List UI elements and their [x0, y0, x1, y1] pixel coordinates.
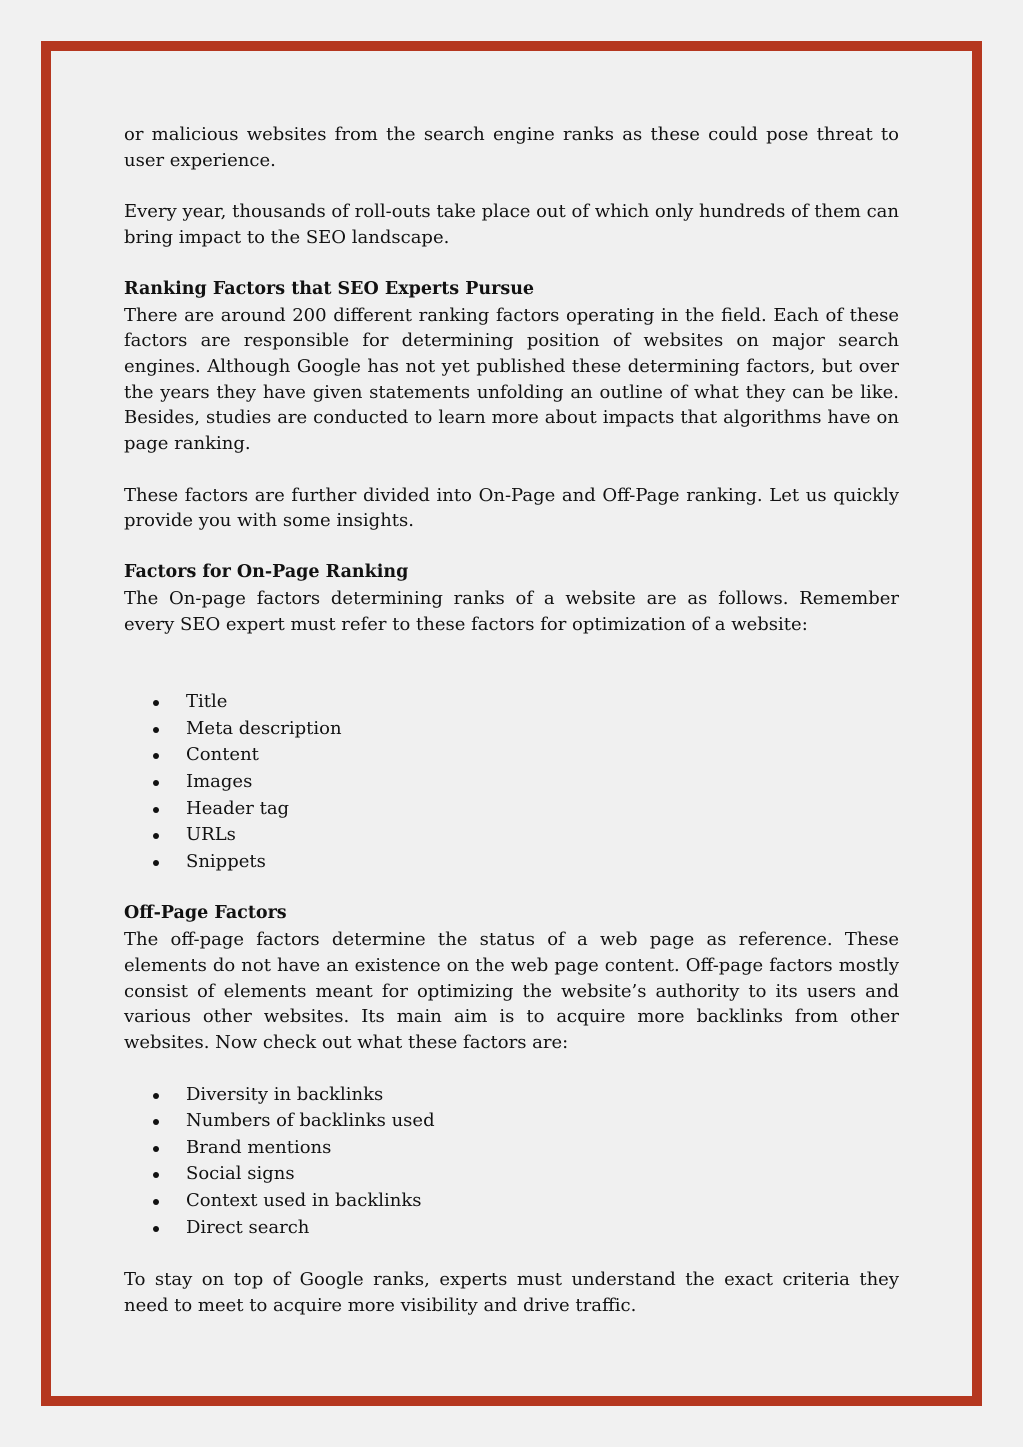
list-item — [124, 742, 899, 769]
list-item-label: Title — [186, 691, 228, 713]
list-item — [124, 1108, 899, 1135]
bullet-icon — [153, 1119, 159, 1125]
list-item-label: Images — [186, 771, 253, 793]
list-item-label: Snippets — [186, 850, 266, 872]
intro-paragraph-1: or malicious websites from the search engine ranks as these could pose threat to user experience. — [124, 124, 899, 171]
bullet-icon — [153, 1093, 159, 1099]
intro-paragraph-2: Every year, thousands of roll-outs take place out of which only hundreds of them can bring impact to the SEO landscape. — [124, 201, 899, 249]
bullet-icon — [153, 727, 159, 733]
list-item — [124, 1082, 899, 1109]
list-item — [124, 1161, 899, 1188]
list-item-label: Content — [186, 744, 259, 766]
bullet-icon — [153, 700, 159, 706]
on-page-paragraph: The On-page factors determining ranks of a website are as follows. Remember every SEO expert must refer to these factors for optimization of a website: — [124, 587, 899, 635]
list-item — [124, 849, 899, 876]
bullet-icon — [153, 1226, 159, 1232]
document-content — [124, 122, 899, 1319]
bullet-icon — [153, 807, 159, 813]
list-item — [124, 1188, 899, 1215]
on-page-factor-list — [124, 689, 899, 875]
list-item — [124, 1215, 899, 1242]
bullet-icon — [153, 833, 159, 839]
list-item — [124, 769, 899, 796]
list-item-label: Header tag — [186, 797, 290, 819]
list-item-label: Brand mentions — [186, 1136, 332, 1158]
list-item-label: Direct search — [186, 1216, 310, 1238]
ranking-factors-paragraph: There are around 200 different ranking factors operating in the field. Each of these factors are responsible for determining position of websites on major search engines. Although Google has not yet published these determining factors, but over the years they have given statements unfolding an outline of what they can be like. Besides, studies are conducted to learn more about impacts that algorithms have on page ranking. — [124, 304, 899, 455]
bullet-icon — [153, 753, 159, 759]
list-item-label: Context used in backlinks — [186, 1190, 422, 1211]
list-item-label: URLs — [186, 824, 236, 846]
bullet-icon — [153, 780, 159, 786]
off-page-factor-list — [124, 1082, 899, 1242]
bullet-icon — [153, 860, 159, 866]
list-item — [124, 689, 899, 716]
heading-on-page-factors: Factors for On-Page Ranking — [124, 562, 409, 583]
list-item-label: Diversity in backlinks — [186, 1083, 384, 1105]
list-item-label: Social signs — [186, 1163, 295, 1185]
heading-off-page-factors: Off-Page Factors — [124, 903, 287, 924]
conclusion-paragraph: To stay on top of Google ranks, experts must understand the exact criteria they need to meet to acquire more visibility and drive traffic. — [124, 1269, 899, 1316]
bullet-icon — [153, 1199, 159, 1205]
list-item — [124, 796, 899, 823]
heading-ranking-factors: Ranking Factors that SEO Experts Pursue — [124, 278, 535, 299]
bullet-icon — [153, 1172, 159, 1178]
ranking-followup-paragraph: These factors are further divided into On-Page and Off-Page ranking. Let us quickly provide you with some insights. — [124, 484, 899, 532]
list-item-label: Meta description — [186, 717, 342, 739]
bullet-icon — [153, 1146, 159, 1152]
list-item-label: Numbers of backlinks used — [186, 1110, 435, 1132]
off-page-paragraph: The off-page factors determine the status of a web page as reference. These elements do not have an existence on the web page content. Off-page factors mostly consist of elements meant for optimizing the website’s authority to its users and various other websites. Its main aim is to acquire more backlinks from other websites. Now check out what these factors are: — [124, 929, 899, 1053]
list-item — [124, 716, 899, 743]
list-item — [124, 1135, 899, 1162]
list-item — [124, 822, 899, 849]
